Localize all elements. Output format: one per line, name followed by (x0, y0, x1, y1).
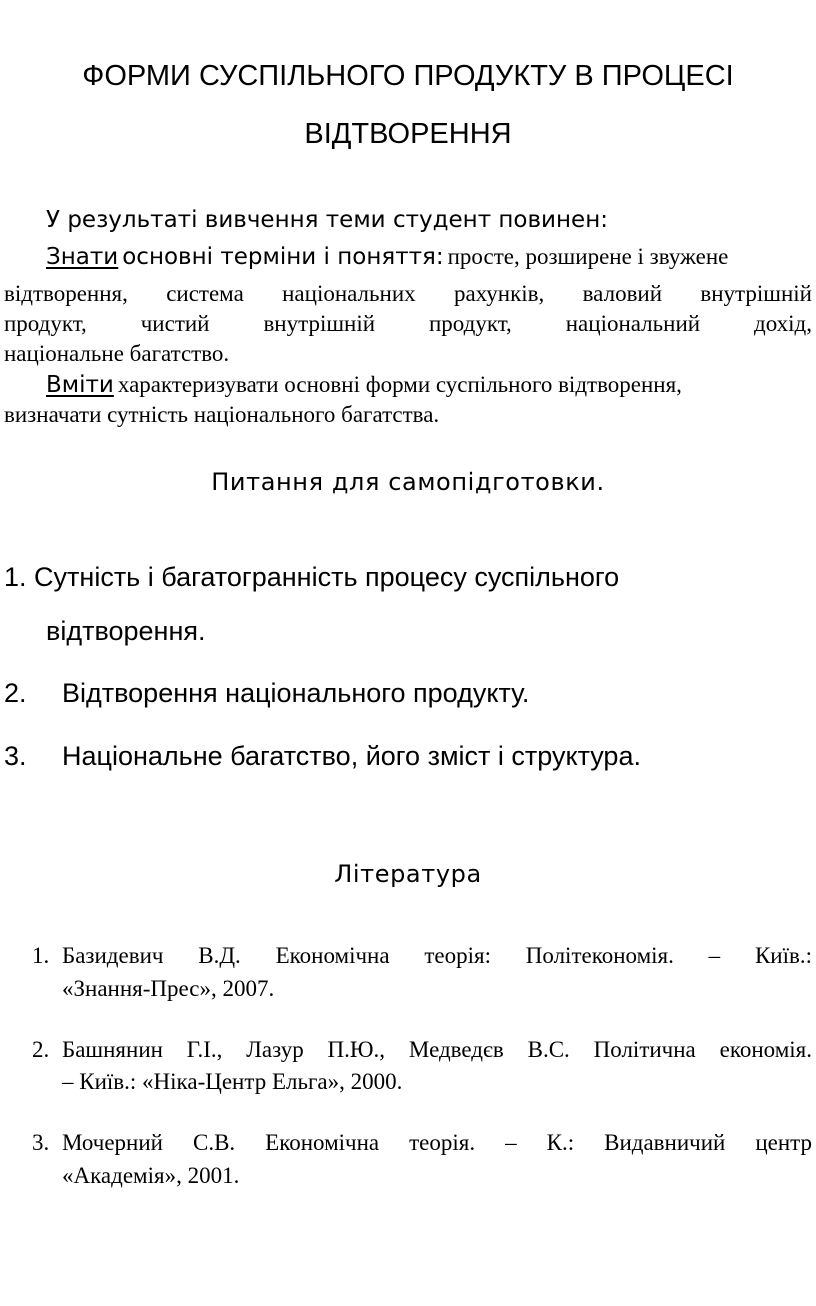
know-terms-2: відтворення, система національних рахунків, валовий внутрішній (4, 281, 812, 306)
question-item-1-cont: відтворення. (46, 616, 206, 646)
question-num: 1. (4, 562, 27, 592)
can-label: Вміти (46, 372, 114, 398)
know-terms-line-2 (4, 281, 812, 307)
literature-item-3-line-2: «Академія», 2001. (62, 1163, 240, 1188)
literature-item-2-line-2: – Київ.: «Ніка-Центр Ельга», 2000. (62, 1069, 403, 1094)
know-label: Знати (46, 244, 119, 270)
intro-lead: У результаті вивчення теми студент повинен: (46, 207, 608, 233)
literature-item-2-num: 2. (32, 1037, 50, 1062)
know-line (46, 244, 728, 270)
question-text: Сутність і багатогранність процесу суспільного (34, 562, 620, 592)
know-text: основні терміни і поняття: (122, 244, 444, 270)
can-line (46, 372, 682, 398)
literature-item-3-num: 3. (32, 1130, 50, 1155)
can-text-2: визначати сутність національного багатства. (4, 402, 440, 427)
question-item-3: Національне багатство, його зміст і структура. (62, 741, 641, 771)
page-title-line-2: ВІДТВОРЕННЯ (304, 118, 512, 150)
question-item-2: Відтворення національного продукту. (62, 678, 530, 708)
literature-item-1-line-2: «Знання-Прес», 2007. (62, 976, 275, 1001)
literature-item-1-line-1: Базидевич В.Д. Економічна теорія: Політекономія. – Київ.: (62, 943, 812, 968)
literature-item-2-line-1: Башнянин Г.І., Лазур П.Ю., Медведєв В.С. Політична економія. (62, 1037, 812, 1062)
can-text-1: характеризувати основні форми суспільного відтворення, (117, 372, 682, 397)
question-item-3-num: 3. (4, 741, 27, 771)
page-title-line-1: ФОРМИ СУСПІЛЬНОГО ПРОДУКТУ В ПРОЦЕСІ (82, 60, 734, 92)
know-terms-line-3 (4, 311, 812, 337)
literature-heading: Література (334, 860, 482, 888)
literature-item-3-line-1: Мочерний С.В. Економічна теорія. – К.: Видавничий центр (62, 1130, 812, 1155)
question-item-1 (4, 562, 619, 593)
questions-heading: Питання для самопідготовки. (211, 468, 605, 496)
question-item-2-num: 2. (4, 678, 27, 708)
know-terms-3: продукт, чистий внутрішній продукт, національний дохід, (4, 311, 812, 336)
know-terms-4: національне багатство. (4, 341, 230, 366)
know-terms-1: просте, розширене і звужене (447, 244, 729, 269)
literature-item-1-num: 1. (32, 943, 50, 968)
